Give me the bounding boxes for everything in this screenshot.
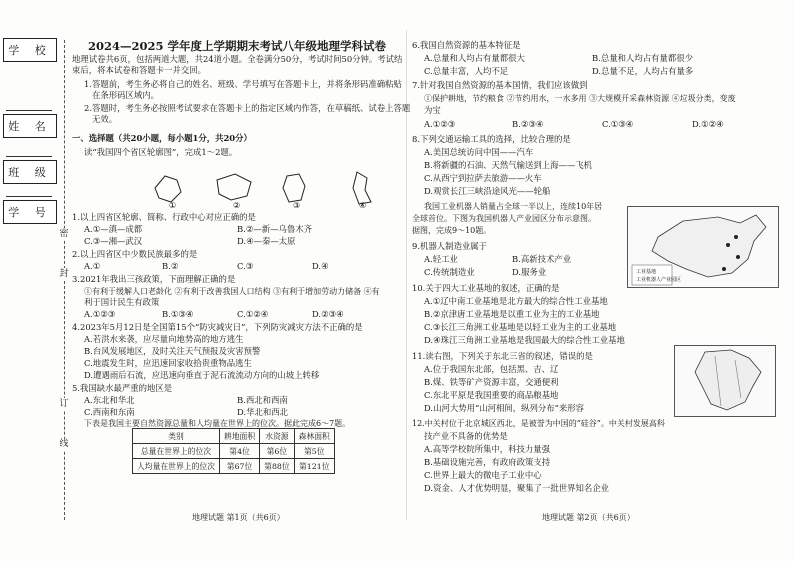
q5-option-c[interactable]: C.西南和东南: [84, 407, 135, 417]
question-intro: 读“我国四个省区轮廓图”，完成1～2题。: [84, 147, 238, 157]
question-1: 1.以上四省区轮廓、简称、行政中心对应正确的是: [72, 212, 256, 222]
question-6: 6.我国自然资源的基本特征是: [412, 40, 521, 50]
industry-dot: [722, 267, 726, 271]
q3-option-d[interactable]: D.②③④: [312, 309, 344, 319]
q7-option-c[interactable]: C.①③④: [602, 119, 634, 129]
q10-option-a[interactable]: A.①辽中南工业基地是北方最大的综合性工业基地: [424, 296, 608, 306]
table-cell: 第6位: [260, 444, 295, 459]
question-intro: 我国工业机器人销量占全球一半以上，连续10年居: [424, 202, 603, 211]
q3-statements: 利于国计民生有政策: [84, 297, 160, 307]
map-label: ③: [293, 201, 301, 208]
question-intro: 全球首位。下图为我国机器人产业园区分布示意图。: [412, 214, 596, 223]
section-heading: 一、选择题（共20小题，每小题1分，共20分）: [72, 133, 252, 143]
map-label: ④: [359, 201, 367, 208]
note-text: 2.答题时，考生务必按照考试要求在答题卡上的指定区域内作答，在草稿纸、试卷上答题: [84, 103, 411, 113]
industry-dot: [734, 235, 738, 239]
binding-strip: [0, 30, 58, 530]
q5-option-d[interactable]: D.华北和西北: [237, 407, 288, 417]
province-outline-3: [283, 174, 305, 202]
question-8: 8.下列交通运输工具的选择，比较合理的是: [412, 134, 571, 144]
intro-text: 束后，将本试卷和答题卡一并交回。: [72, 65, 206, 75]
q3-option-b[interactable]: B.①③④: [162, 309, 194, 319]
binding-char: 密: [59, 229, 69, 239]
name-line: [6, 156, 52, 157]
northeast-map-graphic: [675, 346, 775, 416]
china-industry-map: [627, 206, 779, 288]
q11-option-c[interactable]: C.东北平原是我国重要的商品粮基地: [424, 390, 559, 400]
northeast-outline: [695, 350, 761, 410]
q7-option-b[interactable]: B.②③④: [512, 119, 544, 129]
q12-option-a[interactable]: A.高等学校院所集中，科技力量强: [424, 444, 550, 454]
table-cell: 第88位: [260, 459, 295, 474]
table-cell: 人均量在世界上的位次: [133, 459, 220, 474]
q1-option-a[interactable]: A.①—滇—成都: [84, 224, 143, 234]
q8-option-d[interactable]: D.观赏长江三峡沿途风光——轮船: [424, 186, 551, 196]
class-line: [6, 196, 52, 197]
q6-option-b[interactable]: B.总量和人均占有量都很少: [592, 53, 693, 63]
map-label: ②: [233, 201, 241, 208]
note-text: 在条形码区域内。: [92, 90, 159, 100]
q1-option-d[interactable]: D.④—秦—太原: [237, 236, 296, 246]
table-cell: 总量在世界上的位次: [133, 444, 220, 459]
binding-char: 订: [59, 399, 69, 409]
class-label-box: 班 级: [3, 160, 57, 184]
question-2: 2.以上四省区中少数民族最多的是: [72, 249, 198, 259]
q12-option-b[interactable]: B.基础设施完善，有政府政策支持: [424, 457, 551, 467]
page-2: [412, 0, 787, 561]
page-1: [72, 0, 411, 561]
q1-option-b[interactable]: B.②—新—乌鲁木齐: [237, 224, 312, 234]
table-header-cell: 水资源: [260, 429, 295, 444]
question-11: 11.读右图，下列关于东北三省的叙述，错误的是: [412, 351, 593, 361]
q1-option-c[interactable]: C.③—湘—武汉: [84, 236, 143, 246]
map-label: ①: [169, 201, 177, 208]
q5-option-a[interactable]: A.东北和华北: [84, 395, 135, 405]
table-header-cell: 类别: [133, 429, 220, 444]
q3-option-a[interactable]: A.①②③: [84, 309, 116, 319]
q4-option-c[interactable]: C.地震发生时，应迅速回家收拾贵重物品逃生: [84, 358, 252, 368]
q8-option-a[interactable]: A.美国总统访问中国——汽车: [424, 147, 534, 157]
q7-statements: ①保护耕地，节约粮食 ②节约用水，一水多用 ③大规模开采森林资源 ④垃圾分类，变废: [424, 94, 736, 103]
province-outline-2: [217, 174, 251, 200]
exam-title: 2024—2025 学年度上学期期末考试八年级地理学科试卷: [87, 39, 386, 53]
q2-option-a[interactable]: A.①: [84, 261, 101, 271]
question-3: 3.2021年我出三孩政策，下面理解正确的是: [72, 274, 236, 284]
q6-option-c[interactable]: C.总量丰富，人均不足: [424, 66, 509, 76]
q9-option-b[interactable]: B.高新技术产业: [512, 254, 572, 264]
table-cell: 第4位: [219, 444, 259, 459]
question-intro: 据图，完成9～10题。: [412, 226, 492, 235]
q9-option-c[interactable]: C.传统制造业: [424, 267, 475, 277]
question-10: 10.关于四大工业基地的叙述，正确的是: [412, 283, 560, 293]
table-header-cell: 森林面积: [294, 429, 334, 444]
q2-option-c[interactable]: C.③: [237, 261, 254, 271]
question-12: 技产业不具备的优势是: [424, 431, 508, 441]
q8-option-c[interactable]: C.从西宁到拉萨去旅游——火车: [424, 173, 542, 183]
industry-dot: [726, 243, 730, 247]
q9-option-d[interactable]: D.服务业: [512, 267, 547, 277]
page-footer: 地理试题 第1页（共6页）: [192, 513, 285, 522]
northeast-china-map: [674, 345, 776, 417]
q11-option-a[interactable]: A.位于我国东北部，包括黑、吉、辽: [424, 364, 559, 374]
resource-rank-table: [132, 428, 335, 474]
binding-char: 封: [59, 269, 69, 279]
table-row: [133, 444, 335, 459]
q10-option-b[interactable]: B.②京津唐工业基地是以重工业为主的工业基地: [424, 309, 600, 319]
question-7: 7.针对我国自然资源的基本国情，我们应该做到: [412, 80, 588, 90]
question-4: 4.2023年5月12日是全国第15个“防灾减灾日”，下列防灾减灾方法不正确的是: [72, 322, 363, 332]
binding-char: 线: [59, 439, 69, 449]
school-label-box: 学 校: [3, 38, 57, 62]
school-line: [6, 110, 52, 111]
name-label-box: 姓 名: [3, 114, 57, 138]
q7-option-d[interactable]: D.①②④: [692, 119, 724, 129]
q2-option-b[interactable]: B.②: [162, 261, 179, 271]
q12-option-c[interactable]: C.世界上最大的微电子工业中心: [424, 470, 542, 480]
question-intro: 下表是我国主要自然资源总量和人均量在世界上的位次。据此完成6～7题。: [84, 419, 351, 428]
intro-text: 地理试卷共6页，包括两道大题，共24道小题。全卷满分50分，考试时间50分钟。考试结: [72, 54, 403, 64]
question-5: 5.我国缺水最严重的地区是: [72, 383, 173, 393]
q10-option-d[interactable]: D.④珠江三角洲工业基地是我国最大的综合性工业基地: [424, 335, 625, 345]
table-header-row: [133, 429, 335, 444]
q11-option-b[interactable]: B.煤、铁等矿产资源丰富，交通便利: [424, 377, 559, 387]
map-legend-item: 工业机器人产业园区: [636, 277, 682, 283]
q9-option-a[interactable]: A.轻工业: [424, 254, 458, 264]
q3-statements: ①有利于缓解人口老龄化 ②有利于改善我国人口结构 ③有利于增加劳动力储备 ④有: [84, 287, 380, 296]
q3-option-c[interactable]: C.①②④: [237, 309, 269, 319]
q4-option-a[interactable]: A.若洪水来袭，应尽量向地势高的地方逃生: [84, 334, 244, 344]
q2-option-d[interactable]: D.④: [312, 261, 329, 271]
note-text: 无效。: [92, 114, 118, 124]
table-cell: 第5位: [294, 444, 334, 459]
table-header-cell: 耕地面积: [219, 429, 259, 444]
question-12: 12.中关村位于北京城区西北，是被誉为中国的“硅谷”。中关村发展高科: [412, 419, 665, 428]
question-9: 9.机器人制造业属于: [412, 241, 487, 251]
q8-option-b[interactable]: B.将新疆的石油、天然气输送到上海——飞机: [424, 160, 592, 170]
q6-option-a[interactable]: A.总量和人均占有量都很大: [424, 53, 525, 63]
q5-option-b[interactable]: B.西北和西南: [237, 395, 288, 405]
map-legend-item: 工业基地: [636, 269, 657, 275]
table-cell: 第121位: [294, 459, 334, 474]
q7-statements: 为宝: [424, 105, 441, 115]
province-outline-4: [353, 172, 371, 204]
industry-dot: [736, 255, 740, 259]
china-map-graphic: [628, 207, 778, 287]
number-label-box: 学 号: [3, 200, 57, 224]
q4-option-b[interactable]: B.台风发展地区，及时关注天气预报及灾害预警: [84, 346, 261, 356]
q10-option-c[interactable]: C.③长江三角洲工业基地是以轻工业为主的工业基地: [424, 322, 617, 332]
q12-option-d[interactable]: D.资金、人才优势明显，聚集了一批世界知名企业: [424, 483, 609, 493]
q4-option-d[interactable]: D.遭遇雨后石流，应迅速向垂直于泥石流流动方向的山坡上转移: [84, 370, 320, 380]
province-outline-maps: [147, 168, 397, 208]
table-cell: 第67位: [219, 459, 259, 474]
table-row: [133, 459, 335, 474]
note-text: 1.答题前，考生务必将自己的姓名、班级、学号填写在答题卡上，并将条形码准确粘贴: [84, 79, 402, 89]
q7-option-a[interactable]: A.①②③: [424, 119, 456, 129]
q11-option-d[interactable]: D.山河大势用“山河相间，纵列分布”来形容: [424, 403, 585, 413]
province-outline-1: [155, 176, 181, 202]
q6-option-d[interactable]: D.总量不足，人均占有量多: [592, 66, 694, 76]
page-footer: 地理试题 第2页（共6页）: [542, 513, 635, 522]
